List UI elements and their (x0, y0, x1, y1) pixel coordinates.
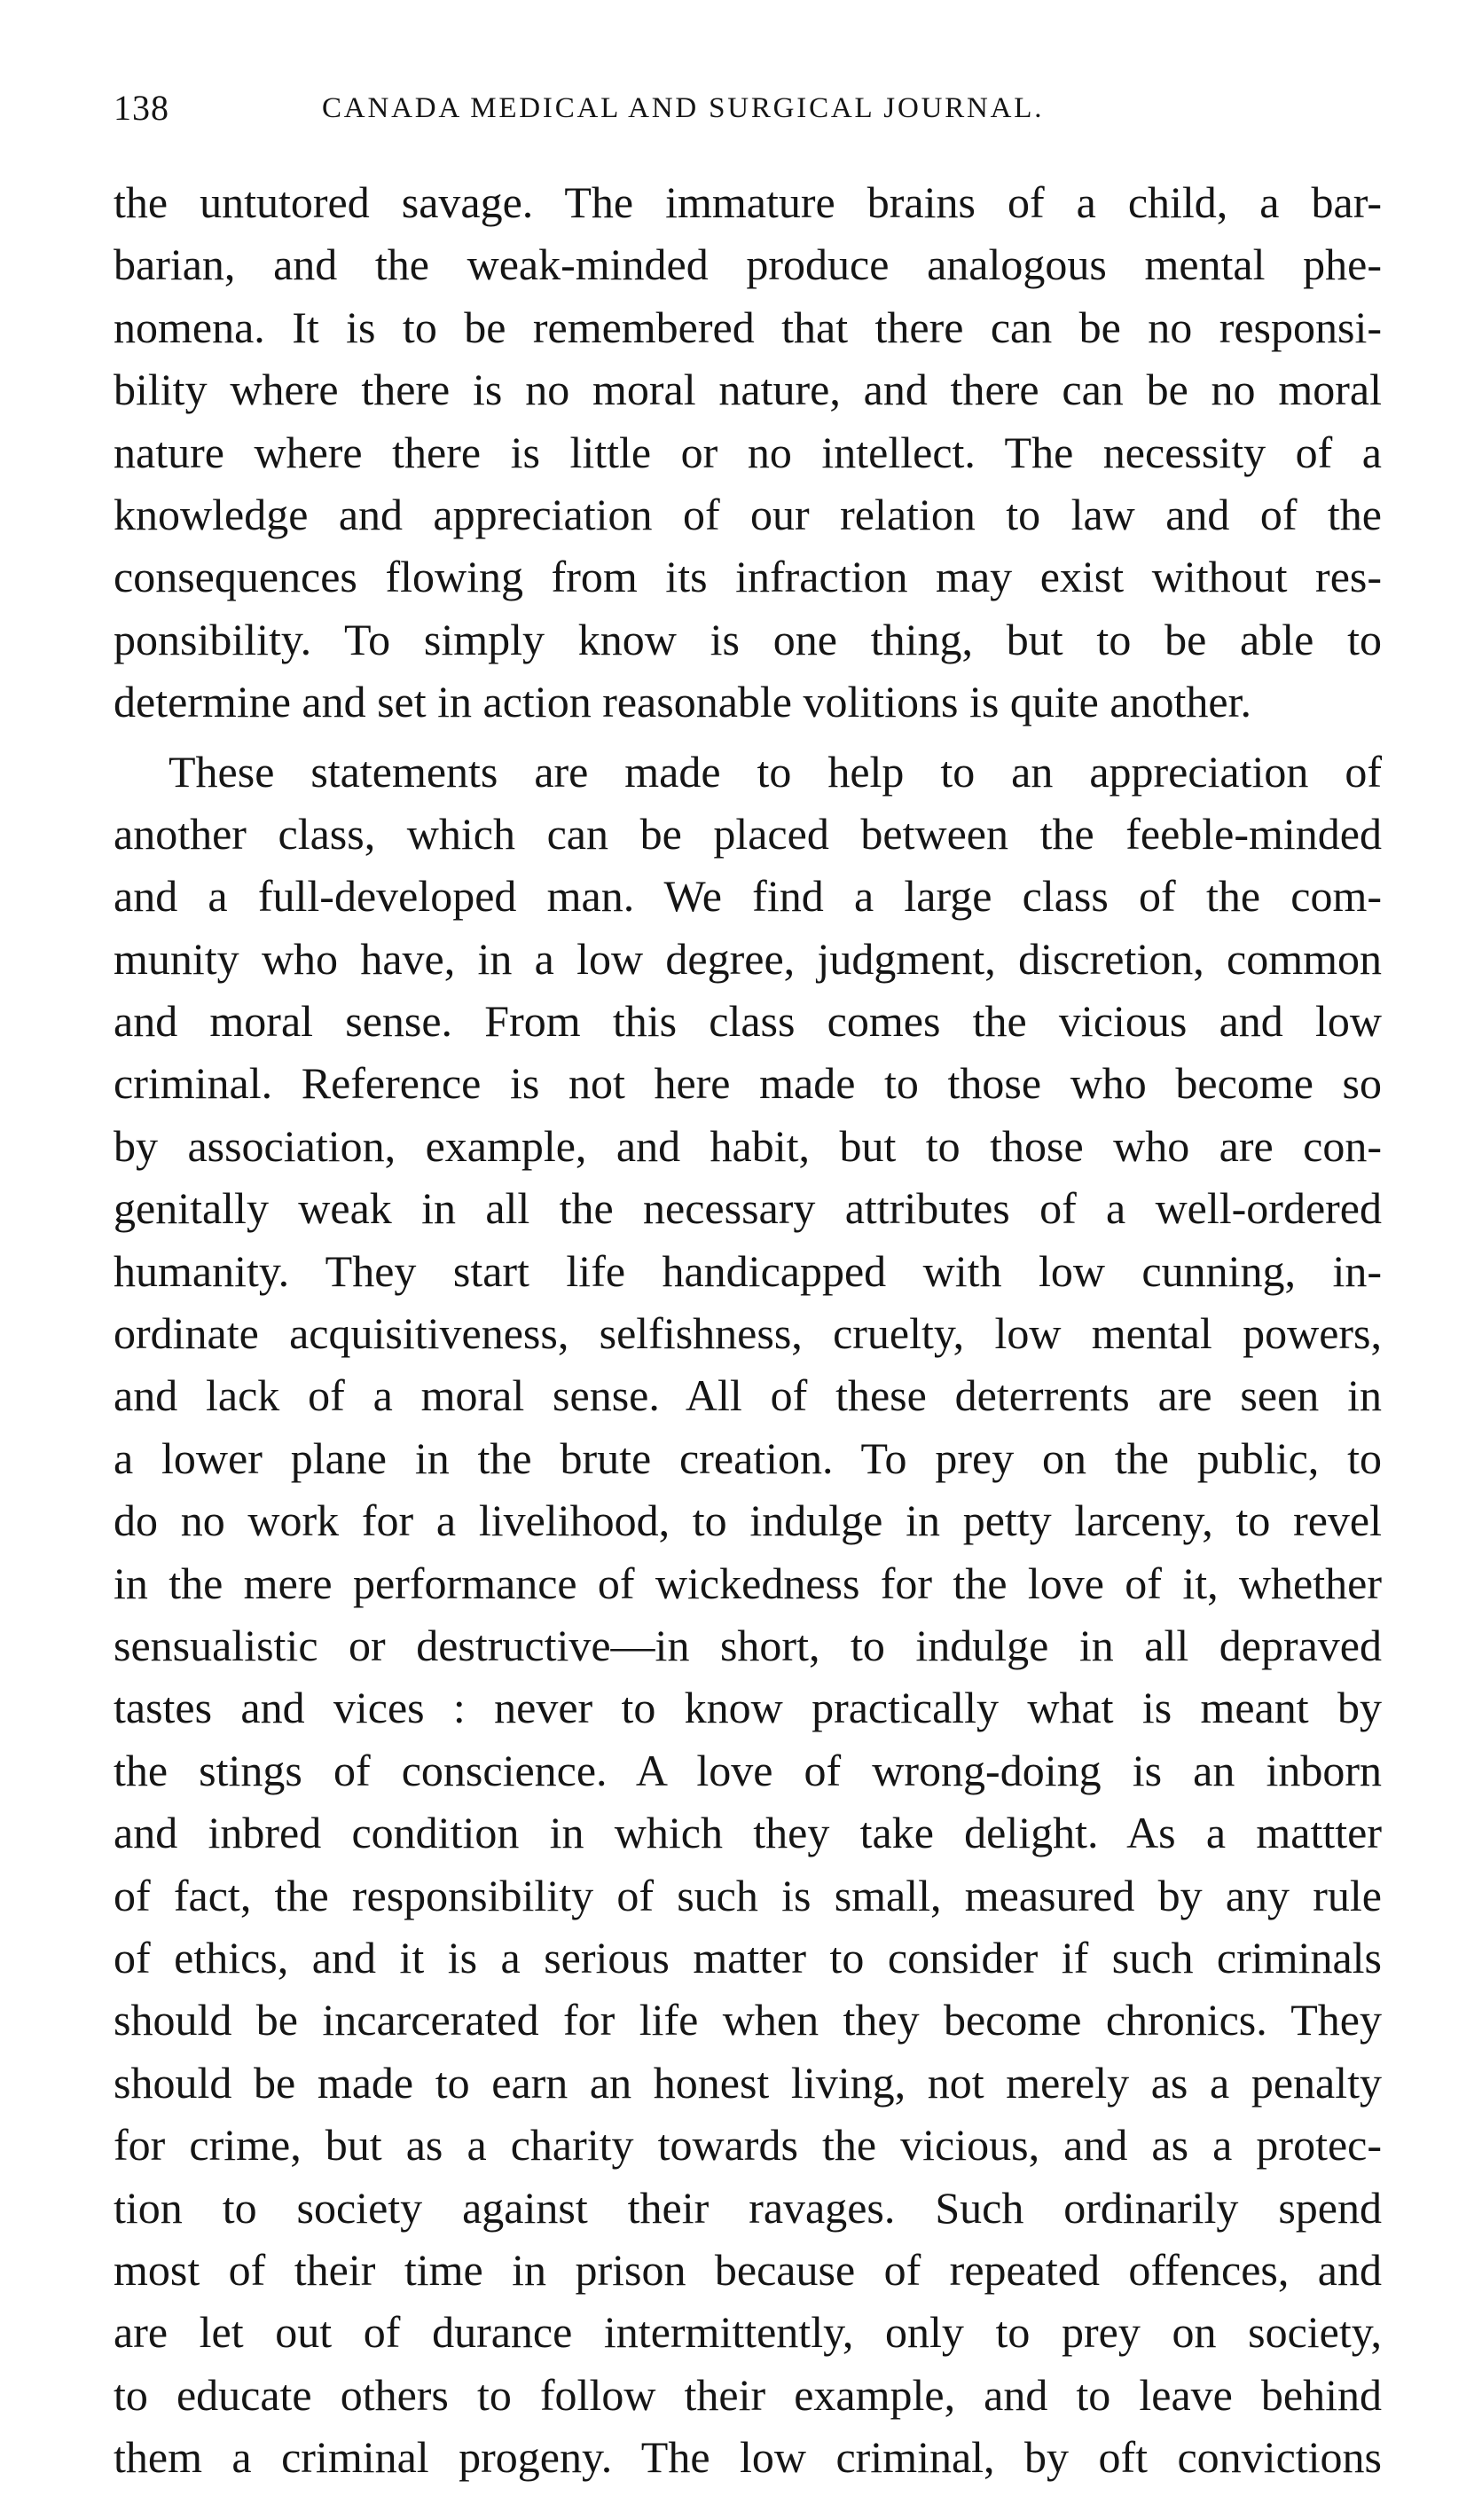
text-line: munity who have, in a low degree, judgment, discretion, common (114, 933, 1382, 984)
text-line: and lack of a moral sense. All of these deterrents are seen in (114, 1370, 1382, 1421)
text-line: a lower plane in the brute creation. To prey on the public, to (114, 1433, 1382, 1483)
journal-title: CANADA MEDICAL AND SURGICAL JOURNAL. (322, 92, 1045, 124)
body-text (114, 171, 1382, 2488)
text-line: most of their time in prison because of repeated offences, and (114, 2244, 1382, 2295)
text-line: criminal. Reference is not here made to those who become so (114, 1058, 1382, 1109)
text-line: should be incarcerated for life when they become chronics. They (114, 1995, 1382, 2045)
text-line: to educate others to follow their example, and to leave behind (114, 2369, 1382, 2420)
text-line: determine and set in action reasonable volitions is quite another. (114, 677, 1251, 727)
text-line: the untutored savage. The immature brains of a child, a bar- (114, 177, 1382, 227)
text-line: ordinate acquisitiveness, selfishness, cruelty, low mental powers, (114, 1308, 1382, 1359)
text-line: ponsibility. To simply know is one thing, but to be able to (114, 614, 1382, 664)
text-line: another class, which can be placed between the feeble-minded (114, 808, 1382, 859)
text-line: the stings of conscience. A love of wrong-doing is an inborn (114, 1745, 1382, 1795)
text-line: knowledge and appreciation of our relation to law and of the (114, 489, 1382, 539)
text-line: of ethics, and it is a serious matter to consider if such criminals (114, 1932, 1382, 1982)
text-line: should be made to earn an honest living, not merely as a penalty (114, 2057, 1382, 2108)
text-line: barian, and the weak-minded produce analogous mental phe- (114, 239, 1382, 290)
text-line: in the mere performance of wickedness for the love of it, whether (114, 1558, 1382, 1608)
text-line: for crime, but as a charity towards the vicious, and as a protec- (114, 2120, 1382, 2171)
text-line: humanity. They start life handicapped with low cunning, in- (114, 1245, 1382, 1296)
paragraph-continuation (114, 171, 1382, 734)
paragraph-main (114, 741, 1382, 2489)
text-line: do no work for a livelihood, to indulge in petty larceny, to revel (114, 1496, 1382, 1546)
running-head (114, 82, 1373, 135)
text-line: consequences flowing from its infraction may exist without res- (114, 552, 1382, 602)
page-number: 138 (114, 88, 169, 128)
text-line: tastes and vices : never to know practically what is meant by (114, 1683, 1382, 1733)
text-line: nature where there is little or no intellect. The necessity of a (114, 427, 1382, 477)
text-line: tion to society against their ravages. Such ordinarily spend (114, 2182, 1382, 2233)
text-line: by association, example, and habit, but to those who are con- (114, 1120, 1382, 1171)
text-line: nomena. It is to be remembered that there can be no responsi- (114, 302, 1382, 352)
text-line: of fact, the responsibility of such is small, measured by any rule (114, 1870, 1382, 1920)
text-line: bility where there is no moral nature, and there can be no moral (114, 365, 1382, 415)
text-line: and moral sense. From this class comes the vicious and low (114, 996, 1382, 1047)
text-line: are let out of durance intermittently, only to prey on society, (114, 2307, 1382, 2358)
paragraph-gap (114, 734, 1382, 741)
text-line: and inbred condition in which they take delight. As a mattter (114, 1808, 1382, 1858)
text-line: and a full-developed man. We find a large class of the com- (114, 871, 1382, 922)
text-line: genitally weak in all the necessary attributes of a well-ordered (114, 1183, 1382, 1234)
text-line: sensualistic or destructive—in short, to indulge in all depraved (114, 1620, 1382, 1670)
text-line: them a criminal progeny. The low criminal, by oft convictions (114, 2432, 1382, 2483)
text-line: These statements are made to help to an appreciation of (169, 746, 1382, 797)
